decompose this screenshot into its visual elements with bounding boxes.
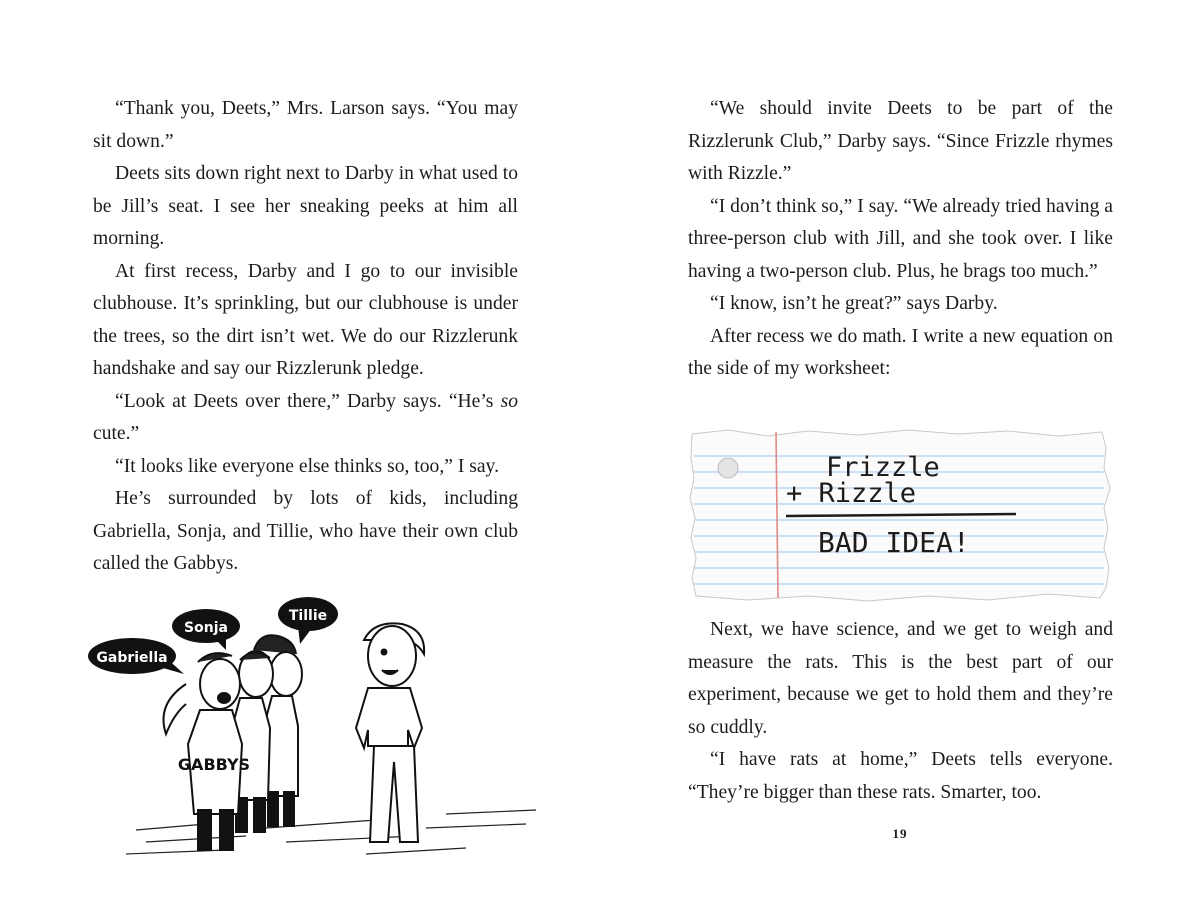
note-line-2: + Rizzle bbox=[786, 478, 917, 509]
paragraph: “It looks like everyone else thinks so, too,” I say. bbox=[115, 455, 499, 477]
paragraph: “I have rats at home,” Deets tells everyone. “They’re bigger than these rats. Smarter, too. bbox=[688, 749, 1113, 803]
bubble-label: Gabriella bbox=[96, 650, 168, 666]
paragraph: After recess we do math. I write a new equation on the side of my worksheet: bbox=[688, 325, 1113, 379]
emphasis-word: so bbox=[500, 390, 518, 412]
speech-bubble-gabriella bbox=[88, 638, 184, 674]
paragraph: “We should invite Deets to be part of the Rizzlerunk Club,” Darby says. “Since Frizzle rhymes with Rizzle.” bbox=[688, 98, 1113, 184]
boy-deets bbox=[356, 623, 424, 842]
paragraph: “I don’t think so,” I say. “We already tried having a three-person club with Jill, and she took over. I like having a two-person club. Plus, he brags too much.” bbox=[688, 195, 1113, 282]
notebook-paper-note bbox=[688, 428, 1116, 604]
left-page-text bbox=[93, 93, 518, 581]
paragraph-with-emphasis bbox=[93, 386, 518, 451]
paragraph-part: cute.” bbox=[93, 423, 140, 444]
paragraph: “Thank you, Deets,” Mrs. Larson says. “You may sit down.” bbox=[93, 98, 518, 152]
right-page-text-top bbox=[688, 93, 1113, 386]
paper-punch-hole bbox=[718, 458, 738, 478]
paragraph: “I know, isn’t he great?” says Darby. bbox=[710, 293, 998, 314]
paragraph: Deets sits down right next to Darby in what used to be Jill’s seat. I see her sneaking peeks at him all morning. bbox=[93, 163, 518, 249]
paragraph: At first recess, Darby and I go to our invisible clubhouse. It’s sprinkling, but our clubhouse is under the trees, so the dirt isn’t wet. We do our Rizzlerunk handshake and say our Rizzlerunk pledge. bbox=[93, 260, 518, 379]
right-page-text-bottom bbox=[688, 614, 1113, 809]
page-number: 19 bbox=[892, 826, 908, 841]
gabbys-illustration bbox=[86, 592, 546, 872]
paragraph-part: “Look at Deets over there,” Darby says. “He’s bbox=[115, 390, 501, 412]
speech-bubble-tillie bbox=[278, 597, 338, 644]
shirt-text: GABBYS bbox=[177, 755, 251, 774]
paragraph: He’s surrounded by lots of kids, including Gabriella, Sonja, and Tillie, who have their own club called the Gabbys. bbox=[93, 488, 518, 574]
ground-shading bbox=[126, 810, 536, 854]
bubble-label: Sonja bbox=[184, 620, 228, 636]
note-result: BAD IDEA! bbox=[818, 526, 970, 559]
speech-bubble-sonja bbox=[172, 609, 240, 650]
paragraph: Next, we have science, and we get to weigh and measure the rats. This is the best part of our experiment, because we get to hold them and they’re so cuddly. bbox=[688, 619, 1113, 738]
bubble-label: Tillie bbox=[288, 608, 328, 624]
note-line-1: Frizzle bbox=[826, 452, 940, 483]
